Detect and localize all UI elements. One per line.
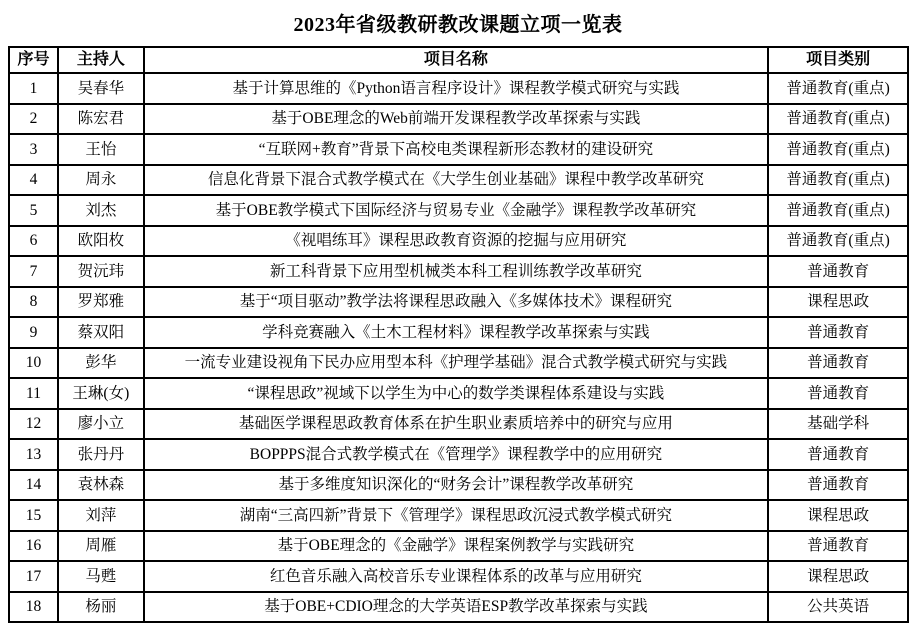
row-number-cell: 14: [9, 470, 58, 501]
table-row: [9, 317, 908, 348]
table-row: [9, 348, 908, 379]
table-row: [9, 287, 908, 318]
table-row: [9, 470, 908, 501]
row-number-cell: 15: [9, 500, 58, 531]
project-name-cell: 基础医学课程思政教育体系在护生职业素质培养中的研究与应用: [144, 409, 769, 440]
project-name-cell: 基于OBE教学模式下国际经济与贸易专业《金融学》课程教学改革研究: [144, 195, 769, 226]
category-cell: 公共英语: [768, 592, 908, 623]
category-cell: 普通教育(重点): [768, 195, 908, 226]
project-name-cell: 基于“项目驱动”教学法将课程思政融入《多媒体技术》课程研究: [144, 287, 769, 318]
category-cell: 课程思政: [768, 561, 908, 592]
category-cell: 课程思政: [768, 287, 908, 318]
category-cell: 普通教育: [768, 470, 908, 501]
table-row: [9, 165, 908, 196]
row-number-cell: 4: [9, 165, 58, 196]
leader-cell: 刘杰: [58, 195, 144, 226]
category-cell: 普通教育(重点): [768, 73, 908, 104]
category-cell: 普通教育(重点): [768, 104, 908, 135]
category-cell: 普通教育: [768, 348, 908, 379]
row-number-cell: 2: [9, 104, 58, 135]
header-project-name: 项目名称: [144, 47, 769, 73]
leader-cell: 杨丽: [58, 592, 144, 623]
category-cell: 普通教育: [768, 439, 908, 470]
project-name-cell: 基于OBE理念的Web前端开发课程教学改革探索与实践: [144, 104, 769, 135]
project-name-cell: 《视唱练耳》课程思政教育资源的挖掘与应用研究: [144, 226, 769, 257]
table-row: [9, 439, 908, 470]
row-number-cell: 18: [9, 592, 58, 623]
leader-cell: 王琳(女): [58, 378, 144, 409]
category-cell: 普通教育: [768, 378, 908, 409]
leader-cell: 贺沅玮: [58, 256, 144, 287]
project-name-cell: 信息化背景下混合式教学模式在《大学生创业基础》课程中教学改革研究: [144, 165, 769, 196]
project-name-cell: “互联网+教育”背景下高校电类课程新形态教材的建设研究: [144, 134, 769, 165]
category-cell: 普通教育(重点): [768, 226, 908, 257]
row-number-cell: 9: [9, 317, 58, 348]
category-cell: 普通教育: [768, 531, 908, 562]
project-name-cell: 学科竞赛融入《土木工程材料》课程教学改革探索与实践: [144, 317, 769, 348]
project-name-cell: 红色音乐融入高校音乐专业课程体系的改革与应用研究: [144, 561, 769, 592]
table-row: [9, 531, 908, 562]
project-name-cell: 基于OBE+CDIO理念的大学英语ESP教学改革探索与实践: [144, 592, 769, 623]
project-name-cell: 基于计算思维的《Python语言程序设计》课程教学模式研究与实践: [144, 73, 769, 104]
table-row: [9, 134, 908, 165]
header-number: 序号: [9, 47, 58, 73]
row-number-cell: 3: [9, 134, 58, 165]
table-row: [9, 561, 908, 592]
table-row: [9, 500, 908, 531]
leader-cell: 欧阳枚: [58, 226, 144, 257]
leader-cell: 袁林森: [58, 470, 144, 501]
leader-cell: 蔡双阳: [58, 317, 144, 348]
leader-cell: 张丹丹: [58, 439, 144, 470]
table-row: [9, 226, 908, 257]
project-table-body: [9, 73, 908, 622]
table-row: [9, 104, 908, 135]
row-number-cell: 6: [9, 226, 58, 257]
header-category: 项目类别: [768, 47, 908, 73]
row-number-cell: 16: [9, 531, 58, 562]
header-leader: 主持人: [58, 47, 144, 73]
table-header-row: [9, 47, 908, 73]
project-table: [8, 46, 909, 623]
leader-cell: 周永: [58, 165, 144, 196]
category-cell: 普通教育: [768, 256, 908, 287]
project-name-cell: BOPPPS混合式教学模式在《管理学》课程教学中的应用研究: [144, 439, 769, 470]
category-cell: 课程思政: [768, 500, 908, 531]
project-name-cell: 基于多维度知识深化的“财务会计”课程教学改革研究: [144, 470, 769, 501]
project-name-cell: “课程思政”视域下以学生为中心的数学类课程体系建设与实践: [144, 378, 769, 409]
leader-cell: 彭华: [58, 348, 144, 379]
table-row: [9, 409, 908, 440]
leader-cell: 周雁: [58, 531, 144, 562]
category-cell: 基础学科: [768, 409, 908, 440]
leader-cell: 陈宏君: [58, 104, 144, 135]
leader-cell: 吴春华: [58, 73, 144, 104]
row-number-cell: 7: [9, 256, 58, 287]
leader-cell: 罗郑雅: [58, 287, 144, 318]
table-row: [9, 195, 908, 226]
row-number-cell: 17: [9, 561, 58, 592]
leader-cell: 王怡: [58, 134, 144, 165]
leader-cell: 廖小立: [58, 409, 144, 440]
table-row: [9, 256, 908, 287]
table-row: [9, 73, 908, 104]
row-number-cell: 13: [9, 439, 58, 470]
row-number-cell: 1: [9, 73, 58, 104]
project-name-cell: 新工科背景下应用型机械类本科工程训练教学改革研究: [144, 256, 769, 287]
project-name-cell: 基于OBE理念的《金融学》课程案例教学与实践研究: [144, 531, 769, 562]
table-row: [9, 592, 908, 623]
page-title: 2023年省级教研教改课题立项一览表: [293, 14, 623, 36]
table-row: [9, 378, 908, 409]
row-number-cell: 12: [9, 409, 58, 440]
leader-cell: 马甦: [58, 561, 144, 592]
row-number-cell: 10: [9, 348, 58, 379]
row-number-cell: 5: [9, 195, 58, 226]
project-name-cell: 湖南“三高四新”背景下《管理学》课程思政沉浸式教学模式研究: [144, 500, 769, 531]
row-number-cell: 11: [9, 378, 58, 409]
leader-cell: 刘萍: [58, 500, 144, 531]
project-name-cell: 一流专业建设视角下民办应用型本科《护理学基础》混合式教学模式研究与实践: [144, 348, 769, 379]
category-cell: 普通教育(重点): [768, 165, 908, 196]
row-number-cell: 8: [9, 287, 58, 318]
category-cell: 普通教育: [768, 317, 908, 348]
category-cell: 普通教育(重点): [768, 134, 908, 165]
